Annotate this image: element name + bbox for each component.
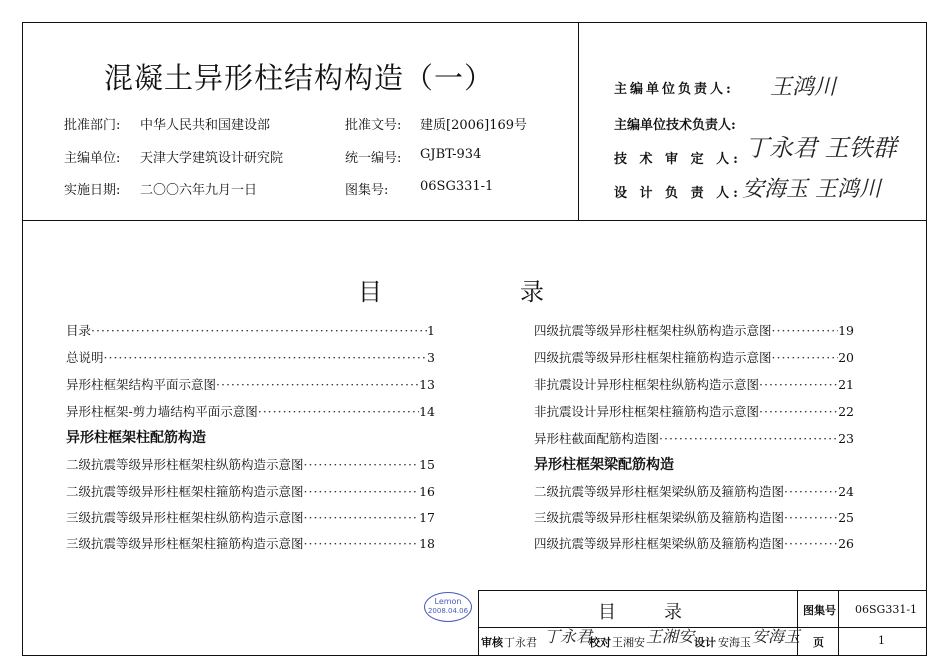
toc-item-page: 21 bbox=[838, 377, 854, 392]
designer-signature: 安海玉 王鸿川 bbox=[742, 177, 881, 202]
toc-item-text: 四级抗震等级异形柱框架柱箍筋构造示意图 bbox=[534, 350, 772, 365]
tech-chief-label: 主编单位技术负责人: bbox=[614, 118, 736, 133]
toc-item[interactable] bbox=[66, 348, 435, 366]
chief-label: 主编单位负责人: bbox=[614, 82, 734, 97]
toc-section-heading: 异形柱框架梁配筋构造 bbox=[534, 457, 674, 473]
toc-item-page: 25 bbox=[838, 510, 854, 525]
toc-item[interactable] bbox=[534, 321, 854, 339]
toc-item-page: 13 bbox=[419, 377, 435, 392]
effective-date: 二〇〇六年九月一日 bbox=[140, 183, 258, 198]
toc-item-text: 四级抗震等级异形柱框架柱纵筋构造示意图 bbox=[534, 323, 772, 338]
toc-item-text: 三级抗震等级异形柱框架柱箍筋构造示意图 bbox=[66, 536, 304, 551]
toc-leader bbox=[772, 350, 839, 365]
toc-item[interactable] bbox=[534, 482, 854, 500]
toc-leader bbox=[659, 431, 838, 446]
title-block-title-left: 目 bbox=[598, 602, 616, 623]
chief-signature: 王鸿川 bbox=[770, 75, 837, 100]
toc-item-page: 24 bbox=[838, 484, 854, 499]
toc-item[interactable] bbox=[66, 508, 435, 526]
toc-item-text: 非抗震设计异形柱框架柱箍筋构造示意图 bbox=[534, 404, 760, 419]
title-block-title-right: 录 bbox=[664, 602, 682, 623]
toc-leader bbox=[216, 377, 419, 392]
toc-item-text: 总说明 bbox=[66, 350, 104, 365]
toc-item-text: 非抗震设计异形柱框架柱纵筋构造示意图 bbox=[534, 377, 760, 392]
toc-leader bbox=[759, 404, 838, 419]
toc-item[interactable] bbox=[534, 375, 854, 393]
toc-item-text: 异形柱框架-剪力墙结构平面示意图 bbox=[66, 404, 258, 419]
title-block-vline bbox=[838, 590, 839, 656]
toc-item-text: 二级抗震等级异形柱框架柱箍筋构造示意图 bbox=[66, 484, 304, 499]
toc-item[interactable] bbox=[66, 402, 435, 420]
effective-date-label: 实施日期: bbox=[64, 183, 121, 198]
toc-leader bbox=[784, 484, 838, 499]
toc-leader bbox=[784, 510, 838, 525]
toc-heading-right: 录 bbox=[520, 278, 544, 306]
toc-leader bbox=[91, 323, 427, 338]
atlas-label: 图集号 bbox=[803, 604, 836, 617]
design-name: 安海玉 bbox=[718, 636, 751, 649]
editor-unit: 天津大学建筑设计研究院 bbox=[140, 151, 284, 166]
doc-no: 建质[2006]169号 bbox=[420, 118, 528, 133]
toc-item-text: 二级抗震等级异形柱框架梁纵筋及箍筋构造图 bbox=[534, 484, 785, 499]
toc-item-page: 3 bbox=[427, 350, 435, 365]
toc-item-page: 17 bbox=[419, 510, 435, 525]
toc-item-text: 目录 bbox=[66, 323, 92, 338]
stamp-date: 2008.04.06 bbox=[427, 607, 469, 615]
toc-leader bbox=[772, 323, 839, 338]
toc-item[interactable] bbox=[534, 534, 854, 552]
reviewer-signature: 丁永君 王铁群 bbox=[745, 134, 897, 162]
toc-leader bbox=[304, 457, 420, 472]
reviewer-label: 技 术 审 定 人: bbox=[614, 152, 742, 167]
toc-item[interactable] bbox=[66, 482, 435, 500]
toc-leader bbox=[104, 350, 428, 365]
toc-item-page: 15 bbox=[419, 457, 435, 472]
stamp-name: Lemon bbox=[434, 597, 462, 606]
toc-item-text: 三级抗震等级异形柱框架柱纵筋构造示意图 bbox=[66, 510, 304, 525]
atlas-no-label: 图集号: bbox=[345, 183, 389, 198]
toc-leader bbox=[304, 536, 420, 551]
toc-section-heading: 异形柱框架柱配筋构造 bbox=[66, 430, 206, 446]
toc-item-page: 16 bbox=[419, 484, 435, 499]
design-signature: 安海玉 bbox=[752, 627, 801, 646]
toc-item-text: 异形柱框架结构平面示意图 bbox=[66, 377, 217, 392]
toc-item-page: 19 bbox=[838, 323, 854, 338]
date-stamp bbox=[424, 592, 472, 622]
approval-dept-label: 批准部门: bbox=[64, 118, 121, 133]
toc-item-text: 异形柱截面配筋构造图 bbox=[534, 431, 660, 446]
toc-item[interactable] bbox=[534, 348, 854, 366]
unified-no-label: 统一编号: bbox=[345, 151, 402, 166]
check-signature: 王湘安 bbox=[646, 627, 695, 646]
editor-unit-label: 主编单位: bbox=[64, 151, 121, 166]
toc-item-page: 14 bbox=[419, 404, 435, 419]
design-label: 设计 bbox=[694, 636, 716, 649]
atlas-value: 06SG331-1 bbox=[855, 603, 918, 616]
toc-leader bbox=[304, 510, 420, 525]
toc-item[interactable] bbox=[66, 534, 435, 552]
toc-item-text: 四级抗震等级异形柱框架梁纵筋及箍筋构造图 bbox=[534, 536, 785, 551]
toc-item-page: 1 bbox=[427, 323, 435, 338]
toc-leader bbox=[759, 377, 838, 392]
designer-label: 设 计 负 责 人: bbox=[614, 186, 742, 201]
toc-item-page: 26 bbox=[838, 536, 854, 551]
toc-item[interactable] bbox=[66, 375, 435, 393]
toc-item[interactable] bbox=[534, 402, 854, 420]
toc-item[interactable] bbox=[534, 508, 854, 526]
toc-item-page: 20 bbox=[838, 350, 854, 365]
atlas-no: 06SG331-1 bbox=[420, 179, 494, 194]
page-title: 混凝土异形柱结构构造（一） bbox=[104, 61, 495, 95]
check-name: 王湘安 bbox=[612, 636, 645, 649]
toc-item-text: 二级抗震等级异形柱框架柱纵筋构造示意图 bbox=[66, 457, 304, 472]
review-signature: 丁永君 bbox=[544, 627, 593, 646]
approval-dept: 中华人民共和国建设部 bbox=[140, 118, 271, 133]
doc-no-label: 批准文号: bbox=[345, 118, 402, 133]
toc-leader bbox=[784, 536, 838, 551]
unified-no: GJBT-934 bbox=[420, 147, 482, 162]
toc-item-page: 22 bbox=[838, 404, 854, 419]
review-name: 丁永君 bbox=[504, 636, 537, 649]
toc-item-page: 18 bbox=[419, 536, 435, 551]
toc-heading-left: 目 bbox=[358, 278, 382, 306]
toc-item[interactable] bbox=[66, 321, 435, 339]
check-label: 校对 bbox=[589, 636, 611, 649]
toc-item[interactable] bbox=[66, 455, 435, 473]
toc-leader bbox=[258, 404, 419, 419]
toc-leader bbox=[304, 484, 420, 499]
toc-item-page: 23 bbox=[838, 431, 854, 446]
review-label: 审核 bbox=[481, 636, 503, 649]
page-label: 页 bbox=[813, 636, 824, 649]
toc-item-text: 三级抗震等级异形柱框架梁纵筋及箍筋构造图 bbox=[534, 510, 785, 525]
toc-item[interactable] bbox=[534, 429, 854, 447]
page-value: 1 bbox=[878, 634, 885, 647]
